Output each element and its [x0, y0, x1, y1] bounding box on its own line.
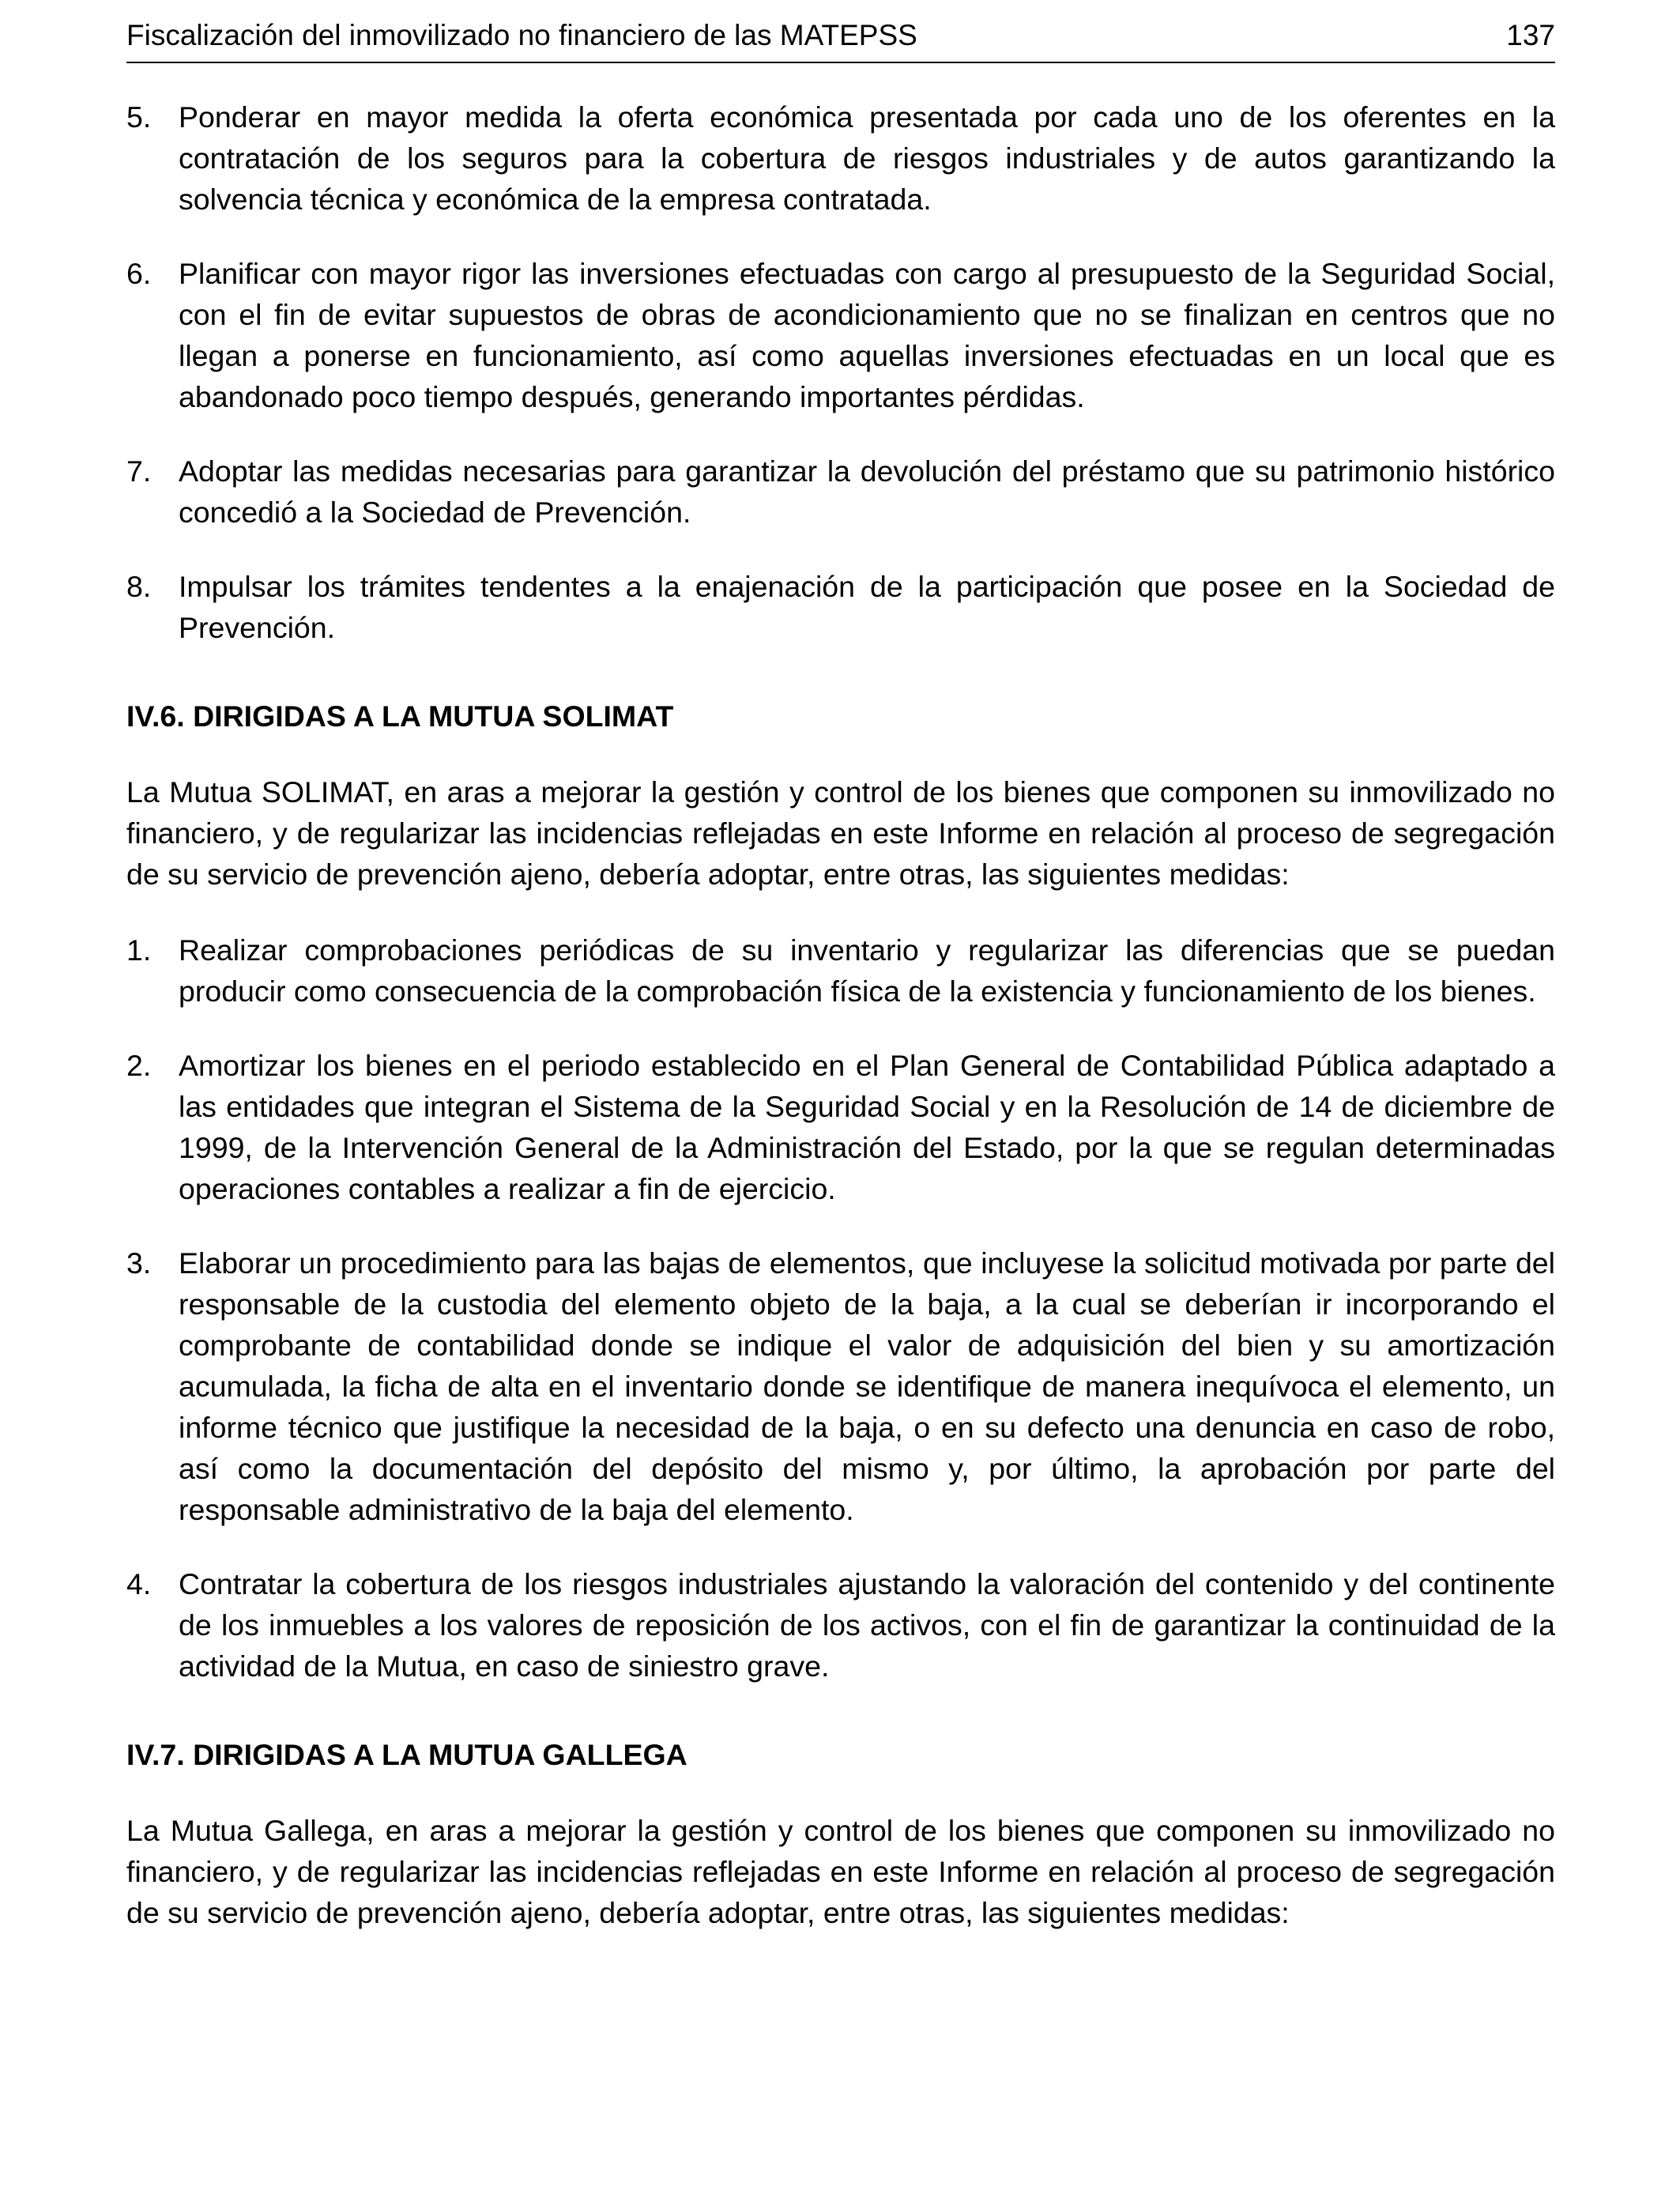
- list-item-number: 6.: [126, 257, 152, 290]
- list-item-text: Realizar comprobaciones periódicas de su inventario y regularizar las diferencias que se puedan producir como consecuencia de la comprobación física de la existencia y funcionamiento de los bienes.: [179, 933, 1555, 1008]
- list-item: [126, 450, 1555, 533]
- list-item-text: Adoptar las medidas necesarias para garantizar la devolución del préstamo que su patrimonio histórico concedió a la Sociedad de Prevención.: [179, 454, 1555, 529]
- page-header: [126, 14, 1555, 63]
- list-item-number: 4.: [126, 1567, 152, 1600]
- list-item-text: Impulsar los trámites tendentes a la enajenación de la participación que posee en la Sociedad de Prevención.: [179, 570, 1555, 644]
- list-item-text: Ponderar en mayor medida la oferta económica presentada por cada uno de los oferentes en la contratación de los seguros para la cobertura de riesgos industriales y de autos garantizando la solvencia técnica y económica de la empresa contratada.: [179, 100, 1555, 216]
- page-number: 137: [1506, 19, 1555, 51]
- list-item-text: Planificar con mayor rigor las inversiones efectuadas con cargo al presupuesto de la Seguridad Social, con el fin de evitar supuestos de obras de acondicionamiento que no se finalizan en centros que no llegan a ponerse en funcionamiento, así como aquellas inversiones efectuadas en un local que es abandonado poco tiempo después, generando importantes pérdidas.: [179, 257, 1555, 413]
- list-item-number: 2.: [126, 1049, 152, 1082]
- list-item-number: 5.: [126, 100, 152, 134]
- list-item-text: Elaborar un procedimiento para las bajas de elementos, que incluyese la solicitud motivada por parte del responsable de la custodia del elemento objeto de la baja, a la cual se deberían ir incorporando el comprobante de contabilidad donde se indique el valor de adquisición del bien y su amortización acumulada, la ficha de alta en el inventario donde se identifique de manera inequívoca el elemento, un informe técnico que justifique la necesidad de la baja, o en su defecto una denuncia en caso de robo, así como la documentación del depósito del mismo y, por último, la aprobación por parte del responsable administrativo de la baja del elemento.: [179, 1246, 1555, 1526]
- section-intro-solimat: La Mutua SOLIMAT, en aras a mejorar la gestión y control de los bienes que componen su inmovilizado no financiero, y de regularizar las incidencias reflejadas en este Informe en relación al proceso de segregación de su servicio de prevención ajeno, debería adoptar, entre otras, las siguientes medidas:: [126, 775, 1555, 891]
- list-item: [126, 253, 1555, 417]
- list-item-text: Amortizar los bienes en el periodo establecido en el Plan General de Contabilidad Pública adaptado a las entidades que integran el Sistema de la Seguridad Social y en la Resolución de 14 de diciembre de 1999, de la Intervención General de la Administración del Estado, por la que se regulan determinadas operaciones contables a realizar a fin de ejercicio.: [179, 1049, 1555, 1205]
- list-item-text: Contratar la cobertura de los riesgos industriales ajustando la valoración del contenido y del continente de los inmuebles a los valores de reposición de los activos, con el fin de garantizar la continuidad de la actividad de la Mutua, en caso de siniestro grave.: [179, 1567, 1555, 1683]
- list-item: [126, 1045, 1555, 1209]
- list-item: [126, 566, 1555, 648]
- list-item-number: 8.: [126, 570, 152, 603]
- header-title: Fiscalización del inmovilizado no financiero de las MATEPSS: [126, 19, 917, 51]
- list-item-number: 3.: [126, 1246, 152, 1280]
- section-heading-solimat: IV.6. DIRIGIDAS A LA MUTUA SOLIMAT: [126, 699, 674, 733]
- section-heading-gallega: IV.7. DIRIGIDAS A LA MUTUA GALLEGA: [126, 1738, 687, 1771]
- list-item: [126, 929, 1555, 1012]
- list-item: [126, 1563, 1555, 1687]
- list-item: [126, 96, 1555, 220]
- list-item: [126, 1242, 1555, 1530]
- page-content: [126, 96, 1555, 1968]
- list-item-number: 7.: [126, 454, 152, 488]
- section-intro-gallega: La Mutua Gallega, en aras a mejorar la gestión y control de los bienes que componen su inmovilizado no financiero, y de regularizar las incidencias reflejadas en este Informe en relación al proceso de segregación de su servicio de prevención ajeno, debería adoptar, entre otras, las siguientes medidas:: [126, 1814, 1555, 1929]
- list-item-number: 1.: [126, 933, 152, 967]
